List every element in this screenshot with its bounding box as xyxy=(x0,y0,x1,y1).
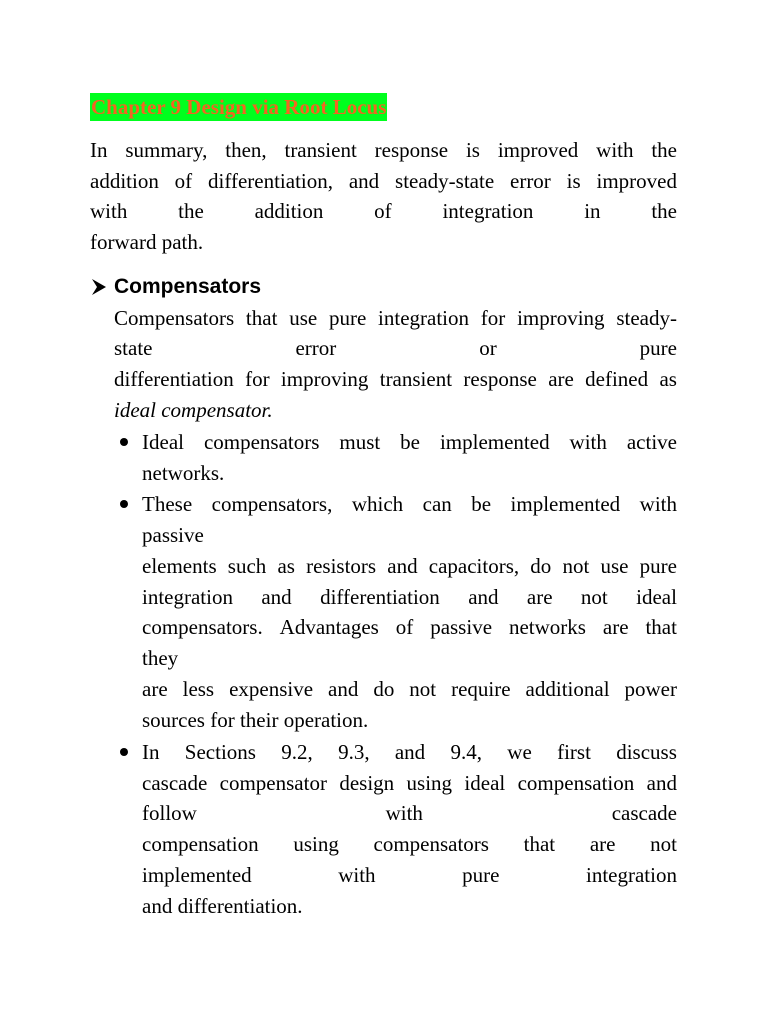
section-para-line xyxy=(114,395,273,426)
word: do xyxy=(530,554,552,578)
section-para-line xyxy=(114,364,677,395)
bullet-line: sources for their operation. xyxy=(142,708,369,732)
word: are xyxy=(589,832,616,856)
word: differentiation xyxy=(320,585,440,609)
word: and xyxy=(387,554,418,578)
word: These xyxy=(142,492,193,516)
word: can xyxy=(422,492,452,516)
word: Sections xyxy=(184,740,256,764)
word: of xyxy=(174,169,193,193)
word: are xyxy=(142,677,168,701)
word: error xyxy=(295,336,337,360)
word: elements xyxy=(142,554,217,578)
word: Advantages xyxy=(279,615,379,639)
word: transient xyxy=(284,138,357,162)
bullet-line xyxy=(142,674,677,705)
word: for xyxy=(480,306,506,330)
word: integration xyxy=(378,306,470,330)
word: the xyxy=(651,138,677,162)
word: pure xyxy=(639,336,677,360)
word: 9.3, xyxy=(338,740,370,764)
word: pure xyxy=(328,306,367,330)
word: follow xyxy=(142,801,197,825)
word: response xyxy=(463,367,537,391)
intro-line xyxy=(90,166,677,197)
word: 9.2, xyxy=(281,740,313,764)
word: improved xyxy=(497,138,579,162)
word: design xyxy=(339,771,395,795)
bullet-line xyxy=(142,489,677,520)
word: and xyxy=(394,740,426,764)
word: with xyxy=(385,801,423,825)
bullet-dot-icon xyxy=(120,500,128,508)
ideal-compensator-term: ideal compensator. xyxy=(114,398,273,422)
word: In xyxy=(90,138,108,162)
word: state xyxy=(114,336,153,360)
bullet-line: and differentiation. xyxy=(142,894,303,918)
bullet-dot-icon xyxy=(120,748,128,756)
word: in xyxy=(584,199,601,223)
word: pure xyxy=(639,554,677,578)
word: less xyxy=(182,677,215,701)
word: require xyxy=(451,677,511,701)
word: addition xyxy=(254,199,324,223)
word: response xyxy=(374,138,449,162)
word: Compensators xyxy=(114,306,235,330)
word: discuss xyxy=(616,740,677,764)
word: not xyxy=(650,832,677,856)
word: compensation xyxy=(142,832,259,856)
word: cascade xyxy=(611,801,677,825)
word: and xyxy=(646,771,677,795)
word: defined xyxy=(585,367,649,391)
bullet-line: networks. xyxy=(142,461,225,485)
word: 9.4, xyxy=(450,740,482,764)
word: do xyxy=(373,677,395,701)
word: differentiation, xyxy=(208,169,334,193)
bullet-line xyxy=(142,768,677,799)
word: compensators xyxy=(203,430,320,454)
bullet-line xyxy=(142,582,677,613)
bullet-line xyxy=(142,829,677,860)
word: the xyxy=(651,199,677,223)
word: not xyxy=(562,554,590,578)
bullet-line: passive xyxy=(142,523,204,547)
word: steady-state xyxy=(395,169,495,193)
word: passive xyxy=(430,615,493,639)
section-heading-label: Compensators xyxy=(114,275,262,298)
word: steady- xyxy=(616,306,677,330)
word: improving xyxy=(517,306,605,330)
word: then, xyxy=(225,138,267,162)
word: using xyxy=(293,832,339,856)
word: error xyxy=(510,169,551,193)
bullet-line: they xyxy=(142,646,179,670)
word: which xyxy=(351,492,404,516)
word: differentiation xyxy=(114,367,234,391)
word: transient xyxy=(379,367,453,391)
word: and xyxy=(468,585,499,609)
arrow-bullet-icon xyxy=(90,278,108,296)
word: use xyxy=(600,554,629,578)
word: networks xyxy=(508,615,586,639)
word: that xyxy=(523,832,556,856)
word: active xyxy=(626,430,677,454)
section-para-line xyxy=(114,303,677,334)
word: of xyxy=(374,199,392,223)
word: compensators xyxy=(373,832,489,856)
word: summary, xyxy=(125,138,208,162)
word: or xyxy=(479,336,497,360)
word: use xyxy=(289,306,318,330)
word: integration xyxy=(442,199,534,223)
word: compensators. xyxy=(142,615,263,639)
word: implemented xyxy=(142,863,252,887)
word: compensation xyxy=(517,771,635,795)
word: integration xyxy=(142,585,233,609)
word: as xyxy=(659,367,677,391)
chapter-title: Chapter 9 Design via Root Locus xyxy=(91,95,387,119)
word: with xyxy=(596,138,634,162)
section-para-line xyxy=(114,333,677,364)
word: we xyxy=(507,740,532,764)
word: cascade xyxy=(142,771,208,795)
word: additional xyxy=(525,677,610,701)
bullet-line xyxy=(142,798,677,829)
word: addition xyxy=(90,169,159,193)
word: compensator xyxy=(219,771,327,795)
word: is xyxy=(566,169,581,193)
word: as xyxy=(277,554,295,578)
word: implemented xyxy=(439,430,550,454)
word: is xyxy=(465,138,480,162)
word: of xyxy=(395,615,414,639)
bullet-line xyxy=(142,551,677,582)
word: not xyxy=(580,585,608,609)
word: ideal xyxy=(636,585,677,609)
word: compensators, xyxy=(211,492,333,516)
word: resistors xyxy=(306,554,377,578)
bullet-dot-icon xyxy=(120,438,128,446)
word: with xyxy=(569,430,607,454)
word: are xyxy=(602,615,629,639)
word: Ideal xyxy=(142,430,184,454)
word: In xyxy=(142,740,160,764)
word: first xyxy=(557,740,591,764)
word: using xyxy=(406,771,453,795)
bullet-line xyxy=(142,427,677,458)
word: are xyxy=(526,585,553,609)
word: that xyxy=(645,615,677,639)
word: and xyxy=(348,169,380,193)
word: and xyxy=(261,585,292,609)
word: improving xyxy=(280,367,369,391)
word: power xyxy=(624,677,677,701)
intro-line: forward path. xyxy=(90,230,204,254)
word: be xyxy=(471,492,492,516)
word: and xyxy=(328,677,359,701)
word: the xyxy=(178,199,204,223)
word: ideal xyxy=(464,771,506,795)
word: with xyxy=(639,492,677,516)
word: such xyxy=(227,554,267,578)
word: that xyxy=(245,306,278,330)
word: improved xyxy=(596,169,677,193)
word: be xyxy=(400,430,420,454)
intro-line xyxy=(90,135,677,166)
word: implemented xyxy=(510,492,621,516)
intro-line xyxy=(90,196,677,227)
bullet-line xyxy=(142,860,677,891)
word: are xyxy=(548,367,574,391)
word: with xyxy=(90,199,128,223)
word: expensive xyxy=(229,677,314,701)
section-heading xyxy=(90,272,261,302)
word: not xyxy=(409,677,437,701)
word: capacitors, xyxy=(428,554,520,578)
word: with xyxy=(338,863,376,887)
word: pure xyxy=(462,863,500,887)
bullet-line xyxy=(142,737,677,768)
word: for xyxy=(245,367,270,391)
bullet-line xyxy=(142,612,677,643)
word: integration xyxy=(586,863,677,887)
word: must xyxy=(339,430,381,454)
